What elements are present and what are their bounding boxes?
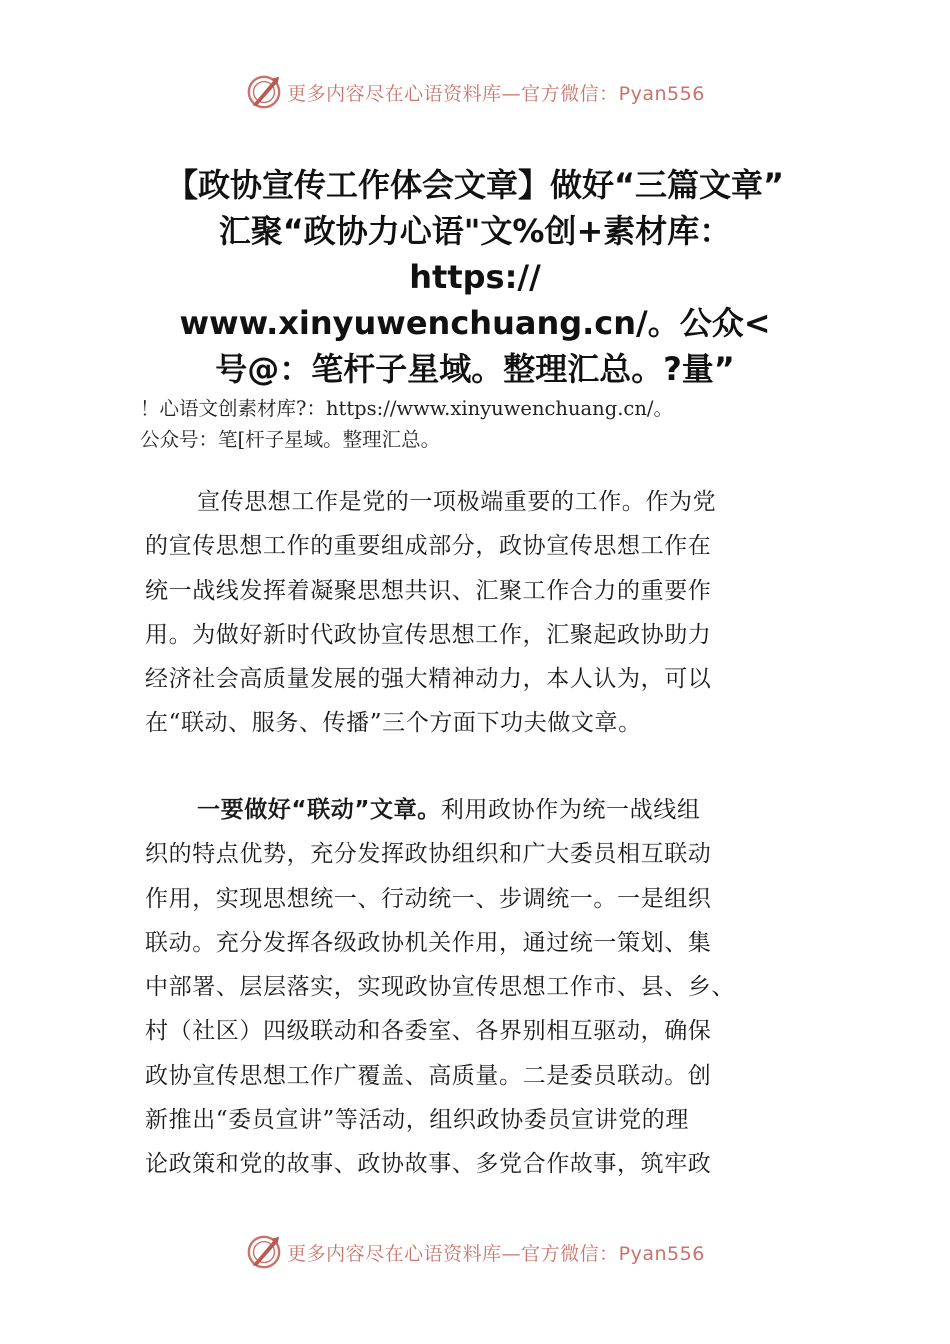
title-line: 【政协宣传工作体会文章】做好“三篇文章” — [165, 166, 785, 204]
quill-seal-icon — [245, 1233, 283, 1271]
banner-text: 更多内容尽在心语资料库—官方微信：Pyan556 — [287, 82, 705, 105]
title-line: 号@：笔杆子星域。整理汇总。?量” — [215, 350, 735, 388]
title-line: 汇聚“政协力心语"文%创+素材库： — [218, 212, 732, 250]
footer-banner — [0, 1232, 950, 1272]
title-line: https:// — [409, 258, 541, 296]
wechat-id: Pyan556 — [618, 1242, 705, 1265]
intro-paragraph: 宣传思想工作是党的一项极端重要的工作。作为党 的宣传思想工作的重要组成部分，政协宣传思想工作在 统一战线发挥着凝聚思想共识、汇聚工作合力的重要作 用。为做好新时代政协宣传思想工作，汇聚起政协助力 经济社会高质量发展的强大精神动力，本人认为，可以 在“联动、服务、传播”三个方面下功夫做文章。 — [145, 489, 717, 737]
header-banner — [0, 72, 950, 112]
page-title — [120, 162, 830, 392]
wechat-id: Pyan556 — [618, 82, 705, 105]
quill-seal-icon — [245, 73, 283, 111]
section1-paragraph: 一要做好“联动”文章。利用政协作为统一战线组 织的特点优势，充分发挥政协组织和广大委员相互联动 作用，实现思想统一、行动统一、步调统一。一是组织 联动。充分发挥各级政协机关作用，通过统一策划、集 中部署、层层落实，实现政协宣传思想工作市、县、乡、 村（社区）四级联动和各委室、各界别相互驱动，确保 政协宣传思想工作广覆盖、高质量。二是委员联动。创 新推出“委员宣讲”等活动，组织政协委员宣讲党的理 论政策和党的故事、政协故事、多党合作故事，筑牢政 — [145, 797, 735, 1178]
subtitle-line: ！心语文创素材库?：https://www.xinyuwenchuang.cn/。 — [140, 397, 673, 420]
banner-text: 更多内容尽在心语资料库—官方微信：Pyan556 — [287, 1242, 705, 1265]
section-heading: 一要做好“联动”文章。 — [197, 797, 441, 823]
title-line: www.xinyuwenchuang.cn/。公众< — [179, 304, 771, 342]
subtitle-line: 公众号：笔[杆子星域。整理汇总。 — [140, 428, 441, 451]
